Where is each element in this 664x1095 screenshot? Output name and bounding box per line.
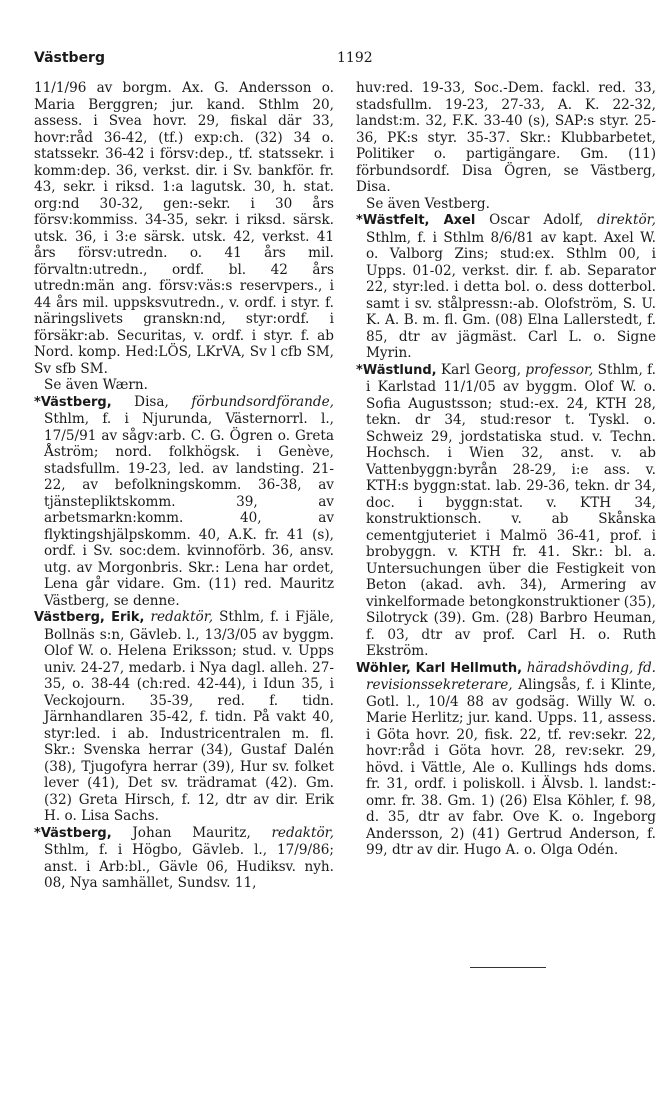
biography-entry (356, 212, 656, 362)
left-column (34, 80, 334, 892)
biography-entry (356, 362, 656, 660)
biography-entry (34, 825, 334, 892)
entry-given-names: Disa, (111, 393, 169, 410)
entry-name: Wästlund, (362, 362, 437, 378)
entry-marker: * (34, 394, 41, 410)
entry-given-names: Oscar Adolf, (475, 212, 584, 228)
entry-marker: * (356, 213, 363, 228)
entry-given-names: Karl Georg, (436, 361, 522, 378)
entry-title: redaktör, (150, 609, 214, 625)
entry-text: huv:red. 19-33, Soc.-Dem. fackl. red. 33, stadsfullm. 19-23, 27-33, A. K. 22-32, landst:m. 32, F.K. 33-40 (s), SAP:s styr. 25-36, PK:s styr. 35-37. Skr.: Klubbarbetet, Politiker o. partigängare. Gm. (11) förbundsordf. Disa Ögren, se Västberg, Disa. (356, 80, 656, 195)
entry-title: redaktör, (271, 824, 334, 841)
entry-title: förbundsordförande, (191, 393, 334, 410)
see-also-reference (356, 196, 656, 213)
entry-name: Wästfelt, Axel (362, 213, 476, 228)
biography-entry (34, 394, 334, 610)
entry-text: Sthlm, f. i Högbo, Gävleb. l., 17/9/86; anst. i Arb:bl., Gävle 06, Hudiksv. nyh. 08, Nya samhället, Sundsv. 11, (44, 842, 334, 891)
entry-continuation (356, 80, 656, 196)
entry-continuation (34, 80, 334, 377)
entry-text: Alingsås, f. i Klinte, Gotl. l., 10/4 88 av godsäg. Willy W. o. Marie Herlitz; jur. kand. Upps. 11, assess. i Göta hovr. 20, fisk. 22, tf. rev:sekr. 22, hovr:råd i Göta hovr. 28, rev:sekr. 29, hövd. i Vättle, Ale o. Kullings hds doms. fr. 31, ordf. i poliskoll. i Älvsb. l. landst:-omr. fr. 38. Gm. 1) (26) Elsa Köhler, f. 98, d. 35, dtr av fabr. Ove K. o. Ingeborg Andersson, 2) (41) Gertrud Anderson, f. 99, dtr av dir. Hugo A. o. Olga Odén. (366, 677, 656, 858)
entry-title: professor, (525, 361, 594, 378)
entry-title: direktör, (597, 212, 656, 228)
entry-text: Sthlm, f. i Njurunda, Västernorrl. l., 17/5/91 av sågv:arb. C. G. Ögren o. Greta Åström; nord. folkhögsk. i Genève, stadsfullm. 19-23, led. av landsting. 21-22, av befolkningskomm. 36-38, av tjänstepliktskomm. 39, av arbetsmarkn:komm. 40, av flyktingshjälpskomm. 40, A.K. fr. 41 (s), ordf. i Sv. soc:dem. kvinnoförb. 36, ansv. utg. av Morgonbris. Skr.: Lena har ordet, Lena går vidare. Gm. (11) red. Mauritz Västberg, se denne. (44, 411, 334, 609)
entry-given-names: Johan Mauritz, (111, 824, 251, 841)
entry-name: Västberg, (40, 825, 112, 841)
entry-text: Sthlm, f. i Karlstad 11/1/05 av byggm. Olof W. o. Sofia Augustsson; stud:-ex. 24, KTH 28, tekn. dr 34, stud:resor t. Tyskl. o. Schweiz 29, jordstatiska stud. v. Techn. Hochsch. i Wien 32, anst. v. ab Vattenbyggn:byrån 28-29, i:e ass. v. KTH:s byggn:stat. lab. 29-36, tekn. dr 34, doc. i byggn:stat. v. KTH 34, konstruktionsch. v. ab Skånska cementgjuteriet i Malmö 36-41, prof. i brobyggn. v. KTH fr. 41. Skr.: bl. a. Untersuchungen über die Festigkeit von Beton (akad. avh. 34), Armering av vinkelformade betongkonstruktioner (35), Silotryck (39). Gm. (28) Barbro Heuman, f. 03, dtr av prof. Carl H. o. Ruth Ekström. (366, 361, 656, 659)
entry-name: Västberg, (40, 394, 112, 410)
right-column (356, 80, 656, 859)
end-rule (470, 967, 546, 968)
entry-text: Sthlm, f. i Fjäle, Bollnäs s:n, Gävleb. l., 13/3/05 av byggm. Olof W. o. Helena Eriksson; stud. v. Upps univ. 24-27, medarb. i Nya dagl. alleh. 27-35, o. 38-44 (ch:red. 42-44), i Idun 35, i Veckojourn. 35-39, red. f. tidn. Järnhandlaren 35-42, f. tidn. På vakt 40, styr:led. i ab. Industricentralen m. fl. Skr.: Svenska herrar (34), Gustaf Dalén (38), Tjugofyra herrar (39), Hur sv. folket lever (41), Det sv. trädramat (42). Gm. (32) Greta Hirsch, f. 12, dtr av dir. Erik H. o. Lisa Sachs. (44, 609, 334, 824)
entry-title: häradshövding, fd. revisionssekreterare, (366, 659, 657, 693)
biography-entry (34, 609, 334, 825)
see-also-reference (34, 377, 334, 394)
running-head: Västberg (34, 50, 105, 66)
entry-text: 11/1/96 av borgm. Ax. G. Andersson o. Maria Berggren; jur. kand. Sthlm 20, assess. i Svea hovr. 29, fiskal där 33, hovr:råd 36-42, (tf.) exp:ch. (32) 34 o. statssekr. 36-42 i försv:dep., tf. statssekr. i komm:dep. 36, verkst. dir. i Sv. bankför. fr. 43, sekr. i riksd. 1:a lagutsk. 30, h. stat. org:nd 30-32, gen:-sekr. i 30 års försv:kommiss. 34-35, sekr. i riksd. särsk. utsk. 36, i 3:e särsk. utsk. 42, verkst. 41 års försv:utredn. o. 41 års mil. förvaltn:utredn., ordf. bl. 42 års utredn:män ang. försv:väs:s reservpers., i 44 års mil. uppsksvutredn., v. ordf. i styr. f. näringslivets granskn:nd, styr:ordf. i försäkr:ab. Securitas, v. ordf. i styr. f. ab Nord. komp. Hed:LÖS, LKrVA, Sv l cfb SM, Sv sfb SM. (34, 80, 334, 377)
page-header (34, 50, 630, 74)
entry-marker: * (356, 362, 363, 378)
see-also-text: Se även Wærn. (44, 377, 148, 393)
page-number: 1192 (337, 50, 373, 66)
see-also-text: Se även Vestberg. (366, 195, 490, 212)
entry-name: Wöhler, Karl Hellmuth, (356, 660, 523, 676)
biography-entry (356, 660, 656, 859)
entry-name: Västberg, Erik, (34, 610, 145, 625)
entry-marker: * (34, 825, 41, 841)
entry-text: Sthlm, f. i Sthlm 8/6/81 av kapt. Axel W. o. Valborg Zins; stud:ex. Sthlm 00, i Upps. 01-02, verkst. dir. f. ab. Separator 22, styr:led. i detta bol. o. dess dotterbol. samt i sv. stålpressn:-ab. Olofström, S. U. K. A. B. m. fl. Gm. (08) Elna Lallerstedt, f. 85, dtr av jägmäst. Carl L. o. Signe Myrin. (366, 229, 656, 361)
